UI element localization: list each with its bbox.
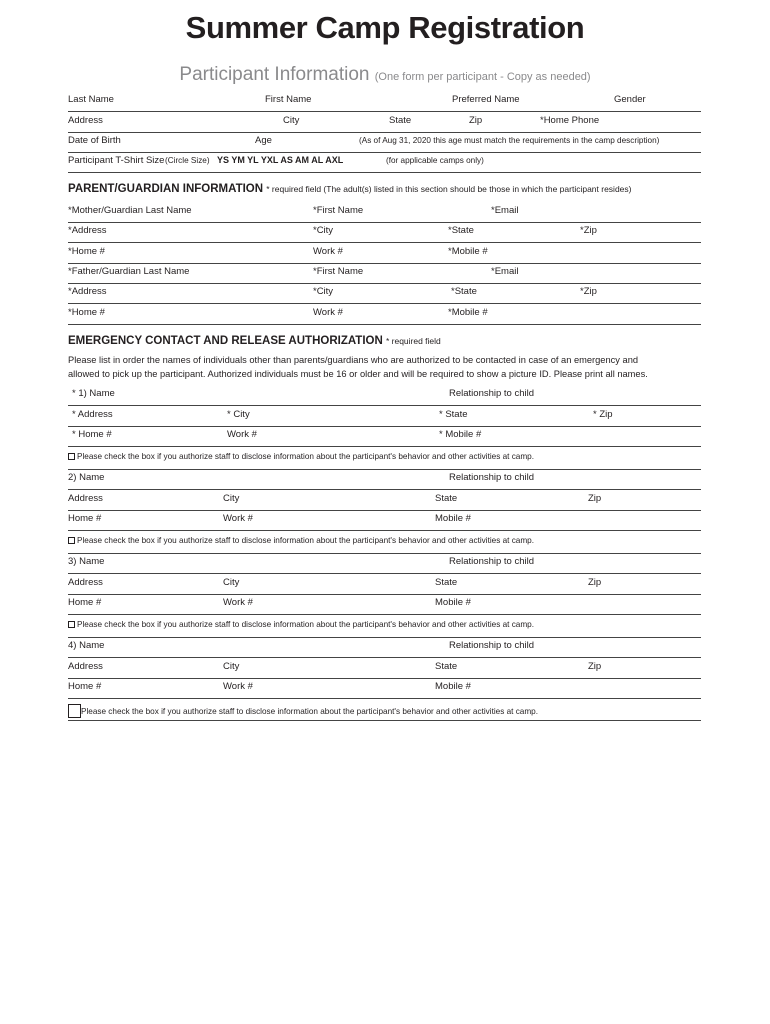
father-state-label: *State: [451, 286, 477, 297]
mother-first-name-label: *First Name: [313, 205, 364, 216]
emergency-heading-text: EMERGENCY CONTACT AND RELEASE AUTHORIZATION: [68, 335, 383, 347]
father-mobile-label: *Mobile #: [448, 307, 488, 318]
contact2-authorize-row: [68, 533, 701, 554]
contact4-mobile-label: Mobile #: [435, 681, 471, 692]
contact4-authorize-row: [68, 700, 701, 721]
emergency-heading: [68, 335, 441, 347]
dob-label: Date of Birth: [68, 135, 121, 146]
participant-dob-row[interactable]: [68, 132, 701, 153]
contact1-authorize-text: Please check the box if you authorize staff to disclose information about the participant's behavior and other activities at camp.: [77, 452, 534, 461]
contact1-authorize-checkbox[interactable]: [68, 453, 75, 460]
mother-mobile-label: *Mobile #: [448, 246, 488, 257]
contact1-phone-row[interactable]: [68, 426, 701, 447]
mother-state-label: *State: [448, 225, 474, 236]
page-title: Summer Camp Registration: [185, 10, 585, 45]
contact3-state-label: State: [435, 577, 458, 588]
contact4-home-label: Home #: [68, 681, 102, 692]
first-name-label: First Name: [265, 94, 312, 105]
contact3-zip-label: Zip: [588, 577, 602, 588]
contact2-name-row[interactable]: [68, 469, 701, 490]
contact2-address-label: Address: [68, 493, 103, 504]
contact1-authorize-row: [68, 449, 701, 470]
contact2-authorize-checkbox[interactable]: [68, 537, 75, 544]
mother-name-row[interactable]: [68, 202, 701, 223]
contact3-relationship-label: Relationship to child: [449, 556, 535, 567]
contact1-relationship-label: Relationship to child: [449, 388, 535, 399]
age-note: (As of Aug 31, 2020 this age must match the requirements in the camp description): [359, 136, 660, 145]
father-last-name-label: *Father/Guardian Last Name: [68, 266, 190, 277]
contact4-address-label: Address: [68, 661, 103, 672]
mother-work-label: Work #: [313, 246, 343, 257]
tshirt-row[interactable]: [68, 152, 701, 173]
contact1-name-label: * 1) Name: [72, 388, 115, 399]
age-label: Age: [255, 135, 272, 146]
father-address-label: *Address: [68, 286, 107, 297]
participant-note: (One form per participant - Copy as needed): [374, 71, 591, 83]
father-email-label: *Email: [491, 266, 519, 277]
contact4-relationship-label: Relationship to child: [449, 640, 535, 651]
contact3-mobile-label: Mobile #: [435, 597, 471, 608]
father-first-name-label: *First Name: [313, 266, 364, 277]
father-name-row[interactable]: [68, 263, 701, 284]
guardian-req-note: * required field (The adult(s) listed in this section should be those in which the participant resides): [266, 184, 632, 194]
contact1-work-label: Work #: [227, 429, 257, 440]
contact4-authorize: [68, 704, 538, 718]
father-address-row[interactable]: [68, 283, 701, 304]
contact4-name-label: 4) Name: [68, 640, 105, 651]
contact4-authorize-text: Please check the box if you authorize staff to disclose information about the participant's behavior and other activities at camp.: [81, 707, 538, 716]
contact2-home-label: Home #: [68, 513, 102, 524]
contact1-mobile-label: * Mobile #: [439, 429, 482, 440]
contact3-authorize-row: [68, 617, 701, 638]
contact4-zip-label: Zip: [588, 661, 602, 672]
home-phone-label: *Home Phone: [540, 115, 600, 126]
mother-city-label: *City: [313, 225, 334, 236]
contact4-phone-row[interactable]: [68, 678, 701, 699]
city-label: City: [283, 115, 300, 126]
contact4-address-row[interactable]: [68, 658, 701, 679]
contact1-address-label: * Address: [72, 409, 113, 420]
contact3-work-label: Work #: [223, 597, 253, 608]
contact1-city-label: * City: [227, 409, 250, 420]
father-zip-label: *Zip: [580, 286, 597, 297]
mother-home-label: *Home #: [68, 246, 105, 257]
father-home-label: *Home #: [68, 307, 105, 318]
tshirt-hint: (Circle Size): [165, 156, 210, 165]
contact2-relationship-label: Relationship to child: [449, 472, 535, 483]
emergency-instructions-line2: allowed to pick up the participant. Authorized individuals must be 16 or older and will be required to show a picture ID. Please print all names.: [68, 368, 648, 379]
tshirt-sizes[interactable]: YS YM YL YXL AS AM AL AXL: [217, 155, 344, 165]
gender-label: Gender: [614, 94, 646, 105]
contact3-address-label: Address: [68, 577, 103, 588]
contact4-state-label: State: [435, 661, 458, 672]
emergency-instructions-line1: Please list in order the names of individuals other than parents/guardians who are authorized to be contacted in case of an emergency and: [68, 355, 639, 365]
contact1-home-label: * Home #: [72, 429, 112, 440]
state-label: State: [389, 115, 412, 126]
contact4-city-label: City: [223, 661, 240, 672]
contact1-authorize: [68, 452, 534, 461]
tshirt-note: (for applicable camps only): [386, 156, 484, 165]
contact3-home-label: Home #: [68, 597, 102, 608]
contact2-authorize: [68, 536, 534, 545]
contact2-work-label: Work #: [223, 513, 253, 524]
participant-heading: [0, 64, 770, 86]
contact1-state-label: * State: [439, 409, 468, 420]
father-work-label: Work #: [313, 307, 343, 318]
contact3-authorize: [68, 620, 534, 629]
mother-address-label: *Address: [68, 225, 107, 236]
contact3-authorize-text: Please check the box if you authorize staff to disclose information about the participant's behavior and other activities at camp.: [77, 620, 534, 629]
contact3-address-row[interactable]: [68, 574, 701, 595]
father-city-label: *City: [313, 286, 334, 297]
emergency-req-note: * required field: [385, 336, 441, 346]
contact2-state-label: State: [435, 493, 458, 504]
contact2-name-label: 2) Name: [68, 472, 105, 483]
contact1-zip-label: * Zip: [593, 409, 613, 420]
contact4-authorize-checkbox[interactable]: [68, 704, 81, 718]
contact2-authorize-text: Please check the box if you authorize staff to disclose information about the participant's behavior and other activities at camp.: [77, 536, 534, 545]
emergency-instructions: [68, 354, 708, 381]
mother-email-label: *Email: [491, 205, 519, 216]
participant-name-row[interactable]: [68, 91, 701, 112]
zip-label: Zip: [469, 115, 483, 126]
mother-zip-label: *Zip: [580, 225, 597, 236]
tshirt-label: Participant T-Shirt Size: [68, 155, 165, 166]
contact3-phone-row[interactable]: [68, 594, 701, 615]
contact2-zip-label: Zip: [588, 493, 602, 504]
contact2-mobile-label: Mobile #: [435, 513, 471, 524]
contact2-phone-row[interactable]: [68, 510, 701, 531]
contact4-name-row[interactable]: [68, 637, 701, 658]
preferred-name-label: Preferred Name: [452, 94, 520, 105]
contact1-address-row[interactable]: [68, 406, 701, 427]
mother-address-row[interactable]: [68, 222, 701, 243]
contact2-address-row[interactable]: [68, 490, 701, 511]
contact3-city-label: City: [223, 577, 240, 588]
father-phone-row[interactable]: [68, 304, 701, 325]
mother-last-name-label: *Mother/Guardian Last Name: [68, 205, 192, 216]
mother-phone-row[interactable]: [68, 243, 701, 264]
contact3-name-label: 3) Name: [68, 556, 105, 567]
address-label: Address: [68, 115, 103, 126]
guardian-heading-text: PARENT/GUARDIAN INFORMATION: [68, 183, 264, 195]
contact1-name-row[interactable]: [68, 385, 701, 406]
contact3-authorize-checkbox[interactable]: [68, 621, 75, 628]
contact2-city-label: City: [223, 493, 240, 504]
last-name-label: Last Name: [68, 94, 114, 105]
guardian-heading: [68, 183, 631, 195]
contact4-work-label: Work #: [223, 681, 253, 692]
participant-heading-text: Participant Information: [179, 64, 370, 85]
contact3-name-row[interactable]: [68, 553, 701, 574]
participant-address-row[interactable]: [68, 112, 701, 133]
